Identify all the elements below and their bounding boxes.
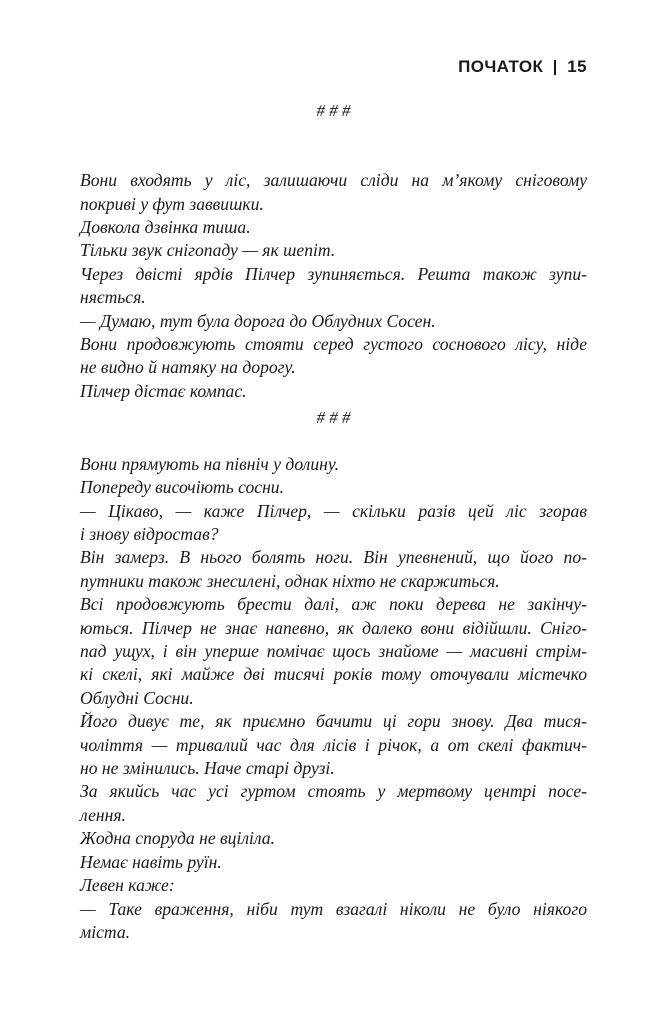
text-line: Він замерз. В нього болять ноги. Він упевнений, що його по- xyxy=(80,547,587,568)
section-break: # # # xyxy=(316,101,351,120)
text-line: лення. xyxy=(80,804,126,825)
text-line: не видно й натяку на дорогу. xyxy=(80,357,296,378)
text-line: Всі продовжують брести далі, аж поки дерева не закінчу- xyxy=(80,594,587,615)
text-line: Вони прямують на північ у долину. xyxy=(80,453,339,474)
text-line: Левен каже: xyxy=(80,875,175,896)
text-line: Вони продовжують стояти серед густого соснового лісу, ніде xyxy=(80,334,587,355)
text-section-2 xyxy=(80,406,587,944)
text-line: За якийсь час усі гуртом стоять у мертвому центрі посе- xyxy=(80,781,587,802)
text-line: — Цікаво, — каже Пілчер, — скільки разів цей ліс згорав xyxy=(80,500,587,521)
text-line: Через двісті ярдів Пілчер зупиняється. Решта також зупи- xyxy=(80,263,587,284)
text-line: Його дивує те, як приємно бачити ці гори знову. Два тися- xyxy=(80,711,587,732)
text-line: Немає навіть руїн. xyxy=(80,851,222,872)
text-line: Довкола дзвінка тиша. xyxy=(80,216,251,237)
text-line: — Думаю, тут була дорога до Облудних Сосен. xyxy=(80,310,436,331)
text-line: Пілчер дістає компас. xyxy=(80,380,247,401)
text-line: ються. Пілчер не знає напевно, як далеко вони відійшли. Сніго- xyxy=(80,617,587,638)
text-line: Тільки звук снігопаду — як шепіт. xyxy=(80,240,336,261)
text-line: пад ущух, і він уперше помічає щось знайоме — масивні стрім- xyxy=(80,641,587,662)
page-number: 15 xyxy=(567,57,587,76)
text-line: путники також знесилені, однак ніхто не скаржиться. xyxy=(80,570,500,591)
text-line: — Таке враження, ніби тут взагалі ніколи не було ніякого xyxy=(80,898,587,919)
text-line: і знову відростав? xyxy=(80,524,219,544)
text-line: Попереду височіють сосни. xyxy=(80,477,284,498)
text-line: но не змінились. Наче старі друзі. xyxy=(80,758,335,779)
running-head-section: ПОЧАТОК xyxy=(458,57,544,76)
text-section-1 xyxy=(80,99,587,403)
text-line: чоліття — тривалий час для лісів і річок, а от скелі фактич- xyxy=(80,734,587,755)
text-line: міста. xyxy=(80,921,131,942)
text-line: покриві у фут заввишки. xyxy=(80,193,264,214)
section-break: # # # xyxy=(316,408,351,427)
text-line: няється. xyxy=(80,287,146,308)
text-line: Облудні Сосни. xyxy=(80,687,194,708)
running-head xyxy=(458,57,587,77)
text-line: Жодна споруда не вціліла. xyxy=(80,828,275,849)
text-line: кі скелі, які майже дві тисячі років тому оточували містечко xyxy=(80,664,587,685)
text-line: Вони входять у ліс, залишаючи сліди на м’якому сніговому xyxy=(80,170,587,191)
running-head-separator xyxy=(554,60,556,75)
